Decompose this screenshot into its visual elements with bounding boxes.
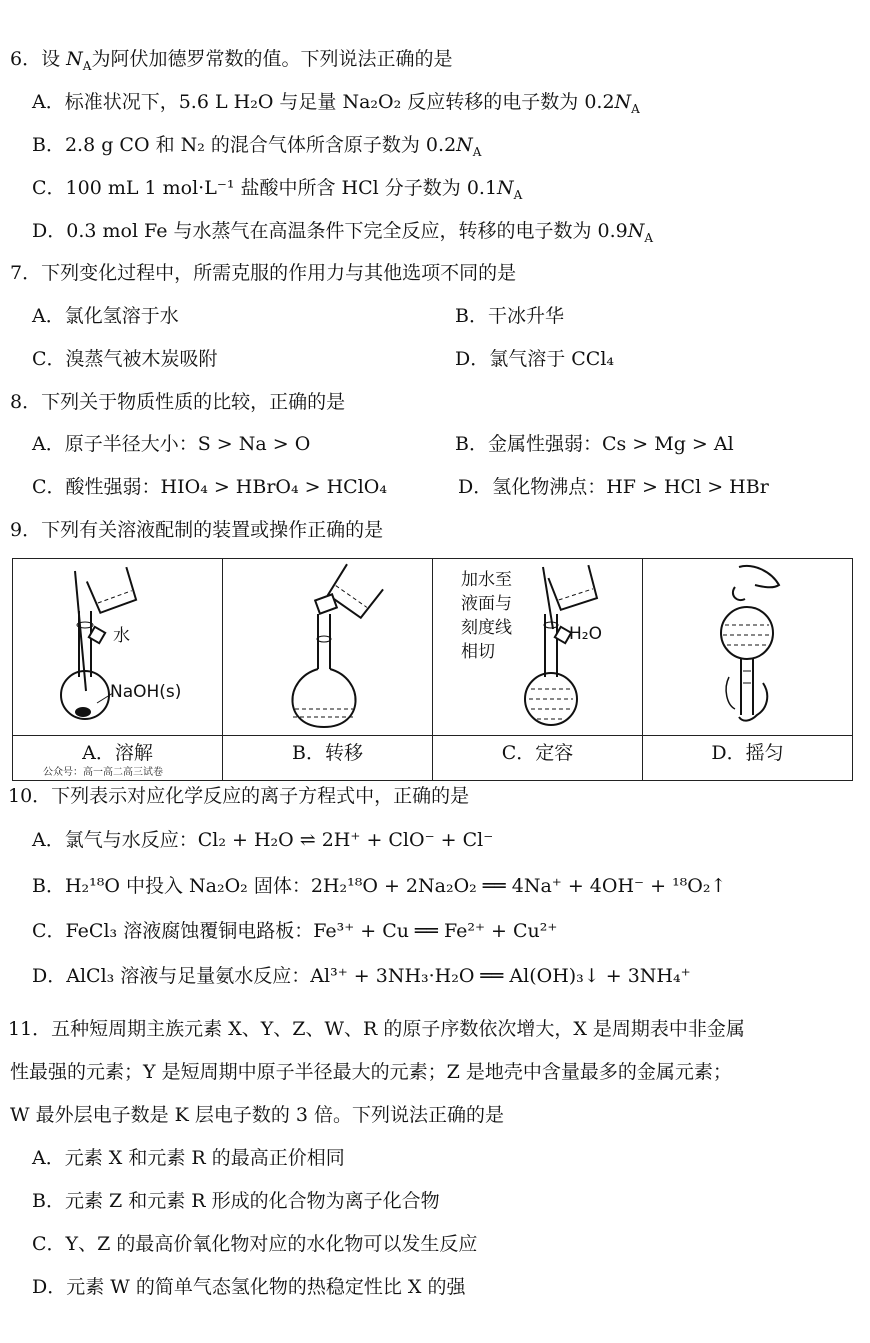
q7-option-c: C．溴蒸气被木炭吸附	[32, 348, 218, 370]
figure-shake	[643, 559, 853, 736]
q10-stem: 10．下列表示对应化学反应的离子方程式中，正确的是	[8, 785, 470, 807]
q6-option-a: A．标准状况下，5.6 L H₂O 与足量 Na₂O₂ 反应转移的电子数为 $0.2N_A$	[32, 91, 640, 116]
label-add-water-1: 加水至	[461, 570, 512, 590]
label-add-water-2: 液面与	[461, 594, 512, 614]
q7-option-a: A．氯化氢溶于水	[32, 305, 179, 327]
caption-b: B．转移	[223, 736, 433, 781]
q6-option-d: D．0.3 mol Fe 与水蒸气在高温条件下完全反应，转移的电子数为 $0.9N_A$	[32, 220, 654, 245]
label-add-water-4: 相切	[461, 642, 495, 662]
q11-stem-line-1: 11．五种短周期主族元素 X、Y、Z、W、R 的原子序数依次增大，X 是周期表中非金属	[8, 1018, 745, 1040]
q8-option-d: D．氢化物沸点：HF > HCl > HBr	[458, 476, 769, 498]
label-water: 水	[113, 626, 130, 646]
figure-fixed-volume	[433, 559, 643, 736]
q11-option-d: D．元素 W 的简单气态氢化物的热稳定性比 X 的强	[32, 1276, 466, 1298]
label-add-water-3: 刻度线	[461, 618, 512, 638]
watermark: 公众号：高一高二高三试卷	[43, 767, 163, 778]
apparatus-table	[12, 558, 853, 781]
caption-d: D．摇匀	[643, 736, 853, 781]
q8-stem: 8．下列关于物质性质的比较，正确的是	[10, 391, 346, 413]
q7-option-b: B．干冰升华	[455, 305, 564, 327]
q10-option-a: A．氯气与水反应：Cl₂ + H₂O ⇌ 2H⁺ + ClO⁻ + Cl⁻	[32, 829, 494, 851]
q8-option-b: B．金属性强弱：Cs > Mg > Al	[455, 433, 734, 455]
q6-option-b: B．2.8 g CO 和 N₂ 的混合气体所含原子数为 $0.2N_A$	[32, 134, 482, 159]
q11-stem-line-3: W 最外层电子数是 K 层电子数的 3 倍。下列说法正确的是	[10, 1104, 505, 1126]
q11-option-c: C．Y、Z 的最高价氧化物对应的水化物可以发生反应	[32, 1233, 478, 1255]
q11-option-b: B．元素 Z 和元素 R 形成的化合物为离子化合物	[32, 1190, 440, 1212]
label-naoh: NaOH(s)	[110, 682, 182, 702]
q6-option-c: C．100 mL 1 mol·L⁻¹ 盐酸中所含 HCl 分子数为 $0.1N_A$	[32, 177, 523, 202]
q10-option-b: B．H₂¹⁸O 中投入 Na₂O₂ 固体：2H₂¹⁸O + 2Na₂O₂ ══ 4Na⁺ + 4OH⁻ + ¹⁸O₂↑	[32, 875, 727, 897]
q8-option-c: C．酸性强弱：HIO₄ > HBrO₄ > HClO₄	[32, 476, 387, 498]
q7-option-d: D．氯气溶于 CCl₄	[455, 348, 615, 370]
figure-transfer	[223, 559, 433, 736]
q6-stem: 6．设 $N_A$为阿伏加德罗常数的值。下列说法正确的是	[10, 48, 453, 73]
q11-stem-line-2: 性最强的元素；Y 是短周期中原子半径最大的元素；Z 是地壳中含量最多的金属元素；	[10, 1061, 732, 1083]
q10-option-d: D．AlCl₃ 溶液与足量氨水反应：Al³⁺ + 3NH₃·H₂O ══ Al(OH)₃↓ + 3NH₄⁺	[32, 965, 691, 987]
caption-a: A．溶解 公众号：高一高二高三试卷	[13, 736, 223, 781]
label-h2o: H₂O	[569, 624, 602, 644]
figure-dissolve	[13, 559, 223, 736]
q11-option-a: A．元素 X 和元素 R 的最高正价相同	[32, 1147, 345, 1169]
q8-option-a: A．原子半径大小：S > Na > O	[32, 433, 311, 455]
q9-stem: 9．下列有关溶液配制的装置或操作正确的是	[10, 519, 384, 541]
caption-c: C．定容	[433, 736, 643, 781]
q10-option-c: C．FeCl₃ 溶液腐蚀覆铜电路板：Fe³⁺ + Cu ══ Fe²⁺ + Cu²⁺	[32, 920, 558, 942]
q7-stem: 7．下列变化过程中，所需克服的作用力与其他选项不同的是	[10, 262, 517, 284]
